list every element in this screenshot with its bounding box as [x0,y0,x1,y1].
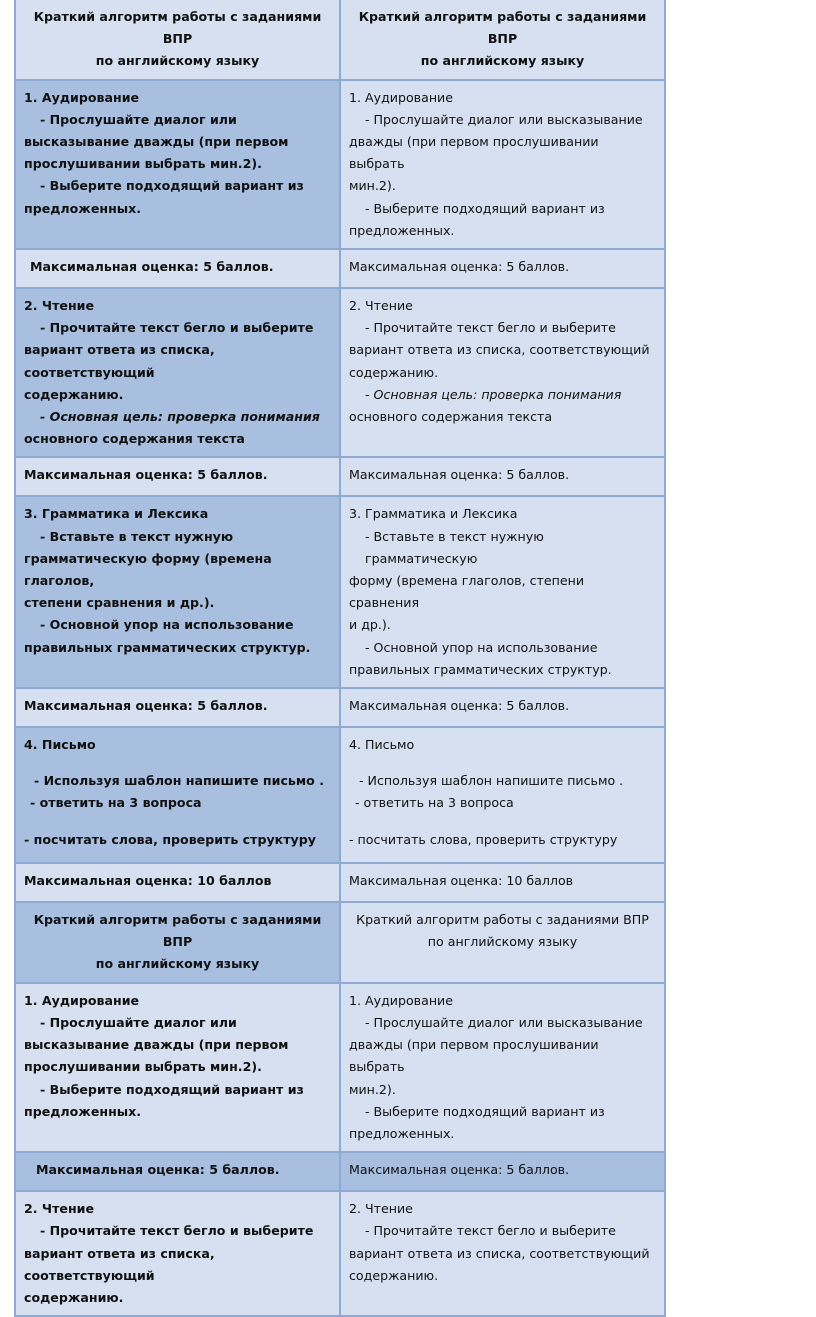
section-title: 1. Аудирование [24,992,140,1008]
max-score-row [15,863,665,902]
step-text: дважды (при первом прослушивании выбрать [349,134,599,172]
header-cell-left [15,902,340,983]
reading-row [15,1191,665,1316]
section-title: 4. Письмо [349,737,415,753]
step-text: вариант ответа из списка, соответствующий [349,1245,650,1261]
header-title-line2: по английскому языку [427,934,578,950]
header-title-line1: Краткий алгоритм работы с заданиями ВПР [33,912,322,950]
grammar-cell-right [340,496,665,688]
section-title: 2. Чтение [24,1201,95,1217]
section-title: 2. Чтение [349,1201,413,1217]
reading-cell-right [340,1191,665,1316]
vpr-algorithm-table [14,0,666,1317]
step-text: грамматическую форму (времена глаголов, [24,550,272,589]
step-text: содержанию. [24,386,124,402]
step-text: содержанию. [349,1267,439,1283]
listening-cell-left [15,80,340,249]
listening-row [15,983,665,1152]
reading-cell-right [340,288,665,457]
max-score-left: Максимальная оценка: 5 баллов. [15,457,340,496]
step-text: - Выберите подходящий вариант из [40,1081,304,1097]
step-text: высказывание дважды (при первом [24,1037,289,1053]
writing-cell-left [15,727,340,863]
max-score-row [15,457,665,496]
step-text: - Используя шаблон напишите письмо . [34,773,325,789]
listening-row [15,80,665,249]
step-text: и др.). [349,617,391,633]
step-text: содержанию. [24,1289,124,1305]
step-text: - ответить на 3 вопроса [355,795,514,811]
step-text: дважды (при первом прослушивании выбрать [349,1037,599,1075]
section-title: 1. Аудирование [349,89,453,105]
grammar-row [15,496,665,688]
step-text: - Прослушайте диалог или [40,111,237,127]
header-cell-right [340,902,665,983]
step-text: высказывание дважды (при первом [24,134,289,150]
step-text: - Прочитайте текст бегло и выберите [40,320,314,336]
section-title: 2. Чтение [349,298,413,314]
header-title-line2: по английскому языку [95,53,260,69]
step-text: вариант ответа из списка, соответствующий [24,342,215,380]
step-text: предложенных. [349,222,455,238]
step-text: форму (времена глаголов, степени сравнения [349,573,585,611]
listening-cell-right [340,983,665,1152]
step-text: - Выберите подходящий вариант из [365,1103,605,1119]
max-score-left: Максимальная оценка: 5 баллов. [15,688,340,727]
step-text: вариант ответа из списка, соответствующий [24,1245,215,1283]
goal-text: - Основная цель: проверка понимания [365,386,622,402]
max-score-right: Максимальная оценка: 10 баллов [340,863,665,902]
step-text: мин.2). [349,178,396,194]
step-text: предложенных. [24,1103,142,1119]
step-text: - Выберите подходящий вариант из [365,200,605,216]
header-cell-left [15,0,340,80]
header-title-line2: по английскому языку [420,53,585,69]
writing-row [15,727,665,863]
goal-text: основного содержания текста [24,431,245,447]
section-title: 3. Грамматика и Лексика [24,506,209,522]
step-text: правильных грамматических структур. [349,661,612,677]
step-text: степени сравнения и др.). [24,595,215,611]
step-text: - Вставьте в текст нужную [40,528,234,544]
step-text: содержанию. [349,364,439,380]
max-score-right: Максимальная оценка: 5 баллов. [340,688,665,727]
step-text: - Прослушайте диалог или высказывание [365,1014,643,1030]
step-text: - Вставьте в текст нужную грамматическую [365,528,544,566]
section-title: 4. Письмо [24,737,96,753]
step-text: предложенных. [24,200,142,216]
step-text: прослушивании выбрать мин.2). [24,1059,262,1075]
header-row [15,902,665,983]
step-text: прослушивании выбрать мин.2). [24,156,262,172]
step-text: - Прочитайте текст бегло и выберите [40,1223,314,1239]
header-title-line1: Краткий алгоритм работы с заданиями ВПР [358,9,647,47]
max-score-left: Максимальная оценка: 5 баллов. [15,249,340,288]
section-title: 1. Аудирование [349,992,453,1008]
section-title: 1. Аудирование [24,89,140,105]
reading-cell-left [15,1191,340,1316]
step-text: - Выберите подходящий вариант из [40,178,304,194]
writing-cell-right [340,727,665,863]
step-text: - посчитать слова, проверить структуру [24,831,316,847]
section-title: 3. Грамматика и Лексика [349,506,518,522]
max-score-row [15,1152,665,1191]
step-text: предложенных. [349,1125,455,1141]
step-text: - ответить на 3 вопроса [30,795,202,811]
step-text: - Используя шаблон напишите письмо . [359,773,624,789]
step-text: вариант ответа из списка, соответствующий [349,342,650,358]
reading-cell-left [15,288,340,457]
header-title-line1: Краткий алгоритм работы с заданиями ВПР [33,9,322,47]
max-score-row [15,249,665,288]
step-text: - посчитать слова, проверить структуру [349,831,618,847]
max-score-left: Максимальная оценка: 10 баллов [15,863,340,902]
goal-text: основного содержания текста [349,409,553,425]
header-row [15,0,665,80]
max-score-right: Максимальная оценка: 5 баллов. [340,1152,665,1191]
step-text: мин.2). [349,1081,396,1097]
listening-cell-left [15,983,340,1152]
step-text: - Прослушайте диалог или [40,1014,237,1030]
step-text: - Основной упор на использование [365,639,598,655]
step-text: - Прочитайте текст бегло и выберите [365,1223,616,1239]
max-score-left: Максимальная оценка: 5 баллов. [15,1152,340,1191]
max-score-right: Максимальная оценка: 5 баллов. [340,249,665,288]
step-text: правильных грамматических структур. [24,639,311,655]
reading-row [15,288,665,457]
step-text: - Прослушайте диалог или высказывание [365,111,643,127]
step-text: - Прочитайте текст бегло и выберите [365,320,616,336]
step-text: - Основной упор на использование [40,617,294,633]
section-title: 2. Чтение [24,298,95,314]
header-cell-right [340,0,665,80]
listening-cell-right [340,80,665,249]
header-title-line1: Краткий алгоритм работы с заданиями ВПР [356,912,649,928]
grammar-cell-left [15,496,340,688]
goal-text: - Основная цель: проверка понимания [40,409,320,425]
max-score-row [15,688,665,727]
max-score-right: Максимальная оценка: 5 баллов. [340,457,665,496]
header-title-line2: по английскому языку [95,956,260,972]
